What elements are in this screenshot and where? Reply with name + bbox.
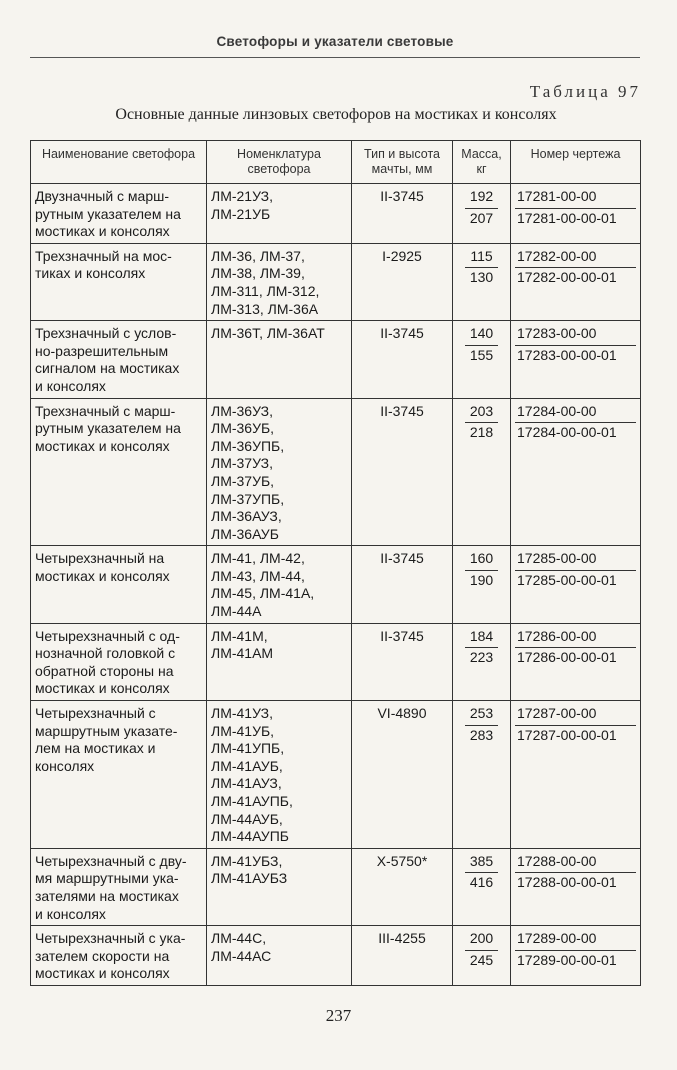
table-header-row <box>31 141 641 184</box>
nomenclature-cell <box>207 623 352 700</box>
signal-name-cell <box>31 321 207 398</box>
signal-name-cell-line: мостиках и консолях <box>35 437 170 454</box>
mass-cell-upper: 115 <box>470 247 493 264</box>
fraction-rule <box>515 950 636 951</box>
nomenclature-cell-line: ЛМ-44А <box>211 603 262 620</box>
mass-cell-upper: 253 <box>469 705 494 722</box>
mast-type-cell: II-3745 <box>352 184 453 244</box>
drawing-number-cell <box>511 321 641 398</box>
mass-cell-upper: 140 <box>469 325 494 342</box>
nomenclature-cell-line: ЛМ-41АУБЗ <box>211 870 288 887</box>
fraction-rule <box>465 872 498 873</box>
column-header: Масса, кг <box>453 141 511 184</box>
nomenclature-cell-line: ЛМ-36, ЛМ-37, <box>211 247 305 264</box>
mast-type-cell: X-5750* <box>352 848 453 925</box>
table-row <box>31 398 641 546</box>
table-row <box>31 243 641 320</box>
nomenclature-cell-line: ЛМ-21УБ <box>211 205 271 222</box>
mass-cell <box>453 546 511 623</box>
signal-name-cell-line: маршрутным указате- <box>35 722 178 739</box>
drawing-number-cell <box>511 184 641 244</box>
nomenclature-cell-line: ЛМ-41УБ, <box>211 722 275 739</box>
nomenclature-cell-line: ЛМ-41АУБ, <box>211 757 283 774</box>
nomenclature-cell-line: ЛМ-36АУБ <box>211 525 279 542</box>
mass-cell-lower: 416 <box>469 874 494 891</box>
nomenclature-cell-line: ЛМ-44АУПБ <box>211 828 289 845</box>
signal-name-cell-line: Четырехзначный с <box>35 705 156 722</box>
table-title: Основные данные линзовых светофоров на мостиках и консолях <box>115 106 557 123</box>
nomenclature-cell-line: ЛМ-41УЗ, <box>211 705 274 722</box>
table-row <box>31 184 641 244</box>
fraction-rule <box>465 570 498 571</box>
nomenclature-cell-line: ЛМ-36Т, ЛМ-36АТ <box>211 325 325 342</box>
fraction-rule <box>465 267 498 268</box>
drawing-number-cell <box>511 398 641 546</box>
table-row <box>31 701 641 849</box>
table-row <box>31 321 641 398</box>
mass-cell-lower: 190 <box>469 571 494 588</box>
mast-type-cell: II-3745 <box>352 546 453 623</box>
nomenclature-cell-line: ЛМ-45, ЛМ-41А, <box>211 585 315 602</box>
drawing-number-cell-upper: 17281-00-00 <box>517 188 597 204</box>
drawing-number-cell-upper: 17286-00-00 <box>517 627 597 644</box>
drawing-number-cell <box>511 546 641 623</box>
drawing-number-cell-lower: 17285-00-00-01 <box>517 571 617 588</box>
signal-name-cell-line: мостиках и консолях <box>35 680 170 697</box>
drawing-number-cell-lower: 17287-00-00-01 <box>517 726 617 743</box>
nomenclature-cell-line: ЛМ-38, ЛМ-39, <box>211 265 305 282</box>
column-header: Номенклатура светофора <box>207 141 352 184</box>
drawing-number-cell <box>511 701 641 849</box>
signal-name-cell-line: тиках и консолях <box>35 265 146 282</box>
nomenclature-cell-line: ЛМ-44АС <box>211 947 272 964</box>
signal-name-cell <box>31 623 207 700</box>
signal-name-cell-line: Трехзначный с услов- <box>35 325 177 342</box>
column-header: Наименование светофора <box>31 141 207 184</box>
drawing-number-cell-lower: 17288-00-00-01 <box>517 874 617 891</box>
nomenclature-cell <box>207 321 352 398</box>
signal-name-cell-line: сигналом на мостиках <box>35 360 180 377</box>
nomenclature-cell <box>207 398 352 546</box>
nomenclature-cell-line: ЛМ-37УЗ, <box>211 455 274 472</box>
signal-name-cell-line: обратной стороны на <box>35 662 174 679</box>
table-number: Таблица 97 <box>529 82 641 101</box>
mass-cell-upper: 184 <box>469 627 494 644</box>
nomenclature-cell <box>207 848 352 925</box>
signal-name-cell-line: но-разрешительным <box>35 342 169 359</box>
nomenclature-cell-line: ЛМ-36АУЗ, <box>211 508 282 525</box>
mast-type-cell: II-3745 <box>352 398 453 546</box>
nomenclature-cell-line: ЛМ-44С, <box>211 930 267 947</box>
mass-cell-lower: 207 <box>469 209 494 226</box>
table-row <box>31 546 641 623</box>
fraction-rule <box>515 345 636 346</box>
table-row <box>31 848 641 925</box>
nomenclature-cell-line: ЛМ-311, ЛМ-312, <box>211 282 320 299</box>
drawing-number-cell-upper: 17284-00-00 <box>517 402 597 419</box>
signal-name-cell-line: зателем скорости на <box>35 947 170 964</box>
mass-cell <box>453 926 511 986</box>
mast-type-cell: I-2925 <box>352 243 453 320</box>
nomenclature-cell <box>207 243 352 320</box>
drawing-number-cell-lower: 17284-00-00-01 <box>517 424 617 441</box>
signal-name-cell-line: Трехзначный с марш- <box>35 402 176 419</box>
nomenclature-cell-line: ЛМ-41М, <box>211 627 268 644</box>
running-head: Светофоры и указатели световые <box>216 34 454 49</box>
mass-cell-lower: 130 <box>469 269 494 286</box>
fraction-rule <box>515 570 636 571</box>
mass-cell <box>453 398 511 546</box>
fraction-rule <box>465 422 498 423</box>
nomenclature-cell-line: ЛМ-41УБЗ, <box>211 852 283 869</box>
page-number: 237 <box>325 1006 352 1025</box>
signal-name-cell <box>31 398 207 546</box>
nomenclature-cell-line: ЛМ-41УПБ, <box>211 740 285 757</box>
nomenclature-cell-line: ЛМ-21УЗ, <box>211 188 274 204</box>
fraction-rule <box>465 647 498 648</box>
mass-cell <box>453 623 511 700</box>
mass-cell-upper: 385 <box>469 852 494 869</box>
drawing-number-cell-upper: 17283-00-00 <box>517 325 597 342</box>
mass-cell <box>453 701 511 849</box>
signal-name-cell-line: Четырехзначный с од- <box>35 627 180 644</box>
nomenclature-cell-line: ЛМ-41АМ <box>211 645 274 662</box>
signal-name-cell-line: мостиках и консолях <box>35 567 170 584</box>
nomenclature-cell <box>207 546 352 623</box>
signal-name-cell-line: зателями на мостиках <box>35 887 179 904</box>
fraction-rule <box>465 208 498 209</box>
signal-name-cell <box>31 243 207 320</box>
mass-cell <box>453 243 511 320</box>
signal-name-cell <box>31 926 207 986</box>
mass-cell-upper: 160 <box>469 550 494 567</box>
signal-name-cell-line: консолях <box>35 757 95 774</box>
drawing-number-cell-lower: 17286-00-00-01 <box>517 649 617 666</box>
nomenclature-cell-line: ЛМ-313, ЛМ-36А <box>211 300 319 317</box>
nomenclature-cell <box>207 926 352 986</box>
mast-type-cell: III-4255 <box>352 926 453 986</box>
fraction-rule <box>465 345 498 346</box>
mass-cell <box>453 184 511 244</box>
nomenclature-cell-line: ЛМ-41АУЗ, <box>211 775 282 792</box>
mass-cell-lower: 223 <box>469 649 494 666</box>
nomenclature-cell-line: ЛМ-36УБ, <box>211 420 275 437</box>
signal-name-cell-line: рутным указателем на <box>35 420 181 437</box>
mass-cell-lower: 155 <box>469 346 494 363</box>
mast-type-cell: VI-4890 <box>352 701 453 849</box>
signals-table <box>30 140 641 986</box>
drawing-number-cell <box>511 623 641 700</box>
mass-cell <box>453 321 511 398</box>
signal-name-cell-line: Четырехзначный с дву- <box>35 852 187 869</box>
nomenclature-cell-line: ЛМ-36УПБ, <box>211 437 285 454</box>
mass-cell-lower: 283 <box>469 726 494 743</box>
signal-name-cell-line: лем на мостиках и <box>35 740 156 757</box>
column-header: Тип и высота мачты, мм <box>352 141 453 184</box>
drawing-number-cell-lower: 17289-00-00-01 <box>517 951 617 968</box>
nomenclature-cell-line: ЛМ-37УБ, <box>211 472 275 489</box>
column-header: Номер чертежа <box>511 141 641 184</box>
signal-name-cell-line: Трехзначный на мос- <box>35 247 172 264</box>
fraction-rule <box>465 950 498 951</box>
signal-name-cell-line: Четырехзначный на <box>35 550 165 567</box>
nomenclature-cell-line: ЛМ-41АУПБ, <box>211 793 293 809</box>
mass-cell-upper: 200 <box>469 930 494 947</box>
signal-name-cell-line: мя маршрутными ука- <box>35 870 179 887</box>
fraction-rule <box>515 647 636 648</box>
fraction-rule <box>515 872 636 873</box>
drawing-number-cell <box>511 926 641 986</box>
drawing-number-cell-upper: 17282-00-00 <box>517 247 597 264</box>
signal-name-cell <box>31 546 207 623</box>
drawing-number-cell-lower: 17282-00-00-01 <box>517 269 617 286</box>
signal-name-cell-line: мостиках и консолях <box>35 965 170 982</box>
fraction-rule <box>465 725 498 726</box>
drawing-number-cell-upper: 17288-00-00 <box>517 852 597 869</box>
signal-name-cell <box>31 184 207 244</box>
signal-name-cell-line: Четырехзначный с ука- <box>35 930 186 947</box>
drawing-number-cell-upper: 17287-00-00 <box>517 705 597 722</box>
mast-type-cell: II-3745 <box>352 623 453 700</box>
mass-cell-lower: 218 <box>469 424 494 441</box>
fraction-rule <box>515 422 636 423</box>
fraction-rule <box>515 267 636 268</box>
table-row <box>31 623 641 700</box>
header-rule <box>30 57 640 58</box>
fraction-rule <box>515 725 636 726</box>
mass-cell-upper: 192 <box>469 188 494 204</box>
nomenclature-cell-line: ЛМ-43, ЛМ-44, <box>211 567 305 584</box>
signal-name-cell <box>31 848 207 925</box>
signal-name-cell-line: рутным указателем на <box>35 205 181 222</box>
drawing-number-cell-lower: 17281-00-00-01 <box>517 209 617 226</box>
drawing-number-cell-lower: 17283-00-00-01 <box>517 346 617 363</box>
drawing-number-cell <box>511 243 641 320</box>
signal-name-cell-line: Двузначный с марш- <box>35 188 170 204</box>
signal-name-cell-line: и консолях <box>35 905 106 922</box>
mass-cell-lower: 245 <box>469 951 494 968</box>
nomenclature-cell-line: ЛМ-37УПБ, <box>211 490 285 507</box>
mass-cell <box>453 848 511 925</box>
mass-cell-upper: 203 <box>469 402 494 419</box>
fraction-rule <box>515 208 636 209</box>
signal-name-cell-line: и консолях <box>35 377 106 394</box>
nomenclature-cell-line: ЛМ-41, ЛМ-42, <box>211 550 305 567</box>
table-row <box>31 926 641 986</box>
mast-type-cell: II-3745 <box>352 321 453 398</box>
nomenclature-cell <box>207 701 352 849</box>
drawing-number-cell-upper: 17289-00-00 <box>517 930 597 947</box>
drawing-number-cell-upper: 17285-00-00 <box>517 550 597 567</box>
nomenclature-cell-line: ЛМ-44АУБ, <box>211 810 283 827</box>
drawing-number-cell <box>511 848 641 925</box>
signal-name-cell <box>31 701 207 849</box>
signal-name-cell-line: мостиках и консолях <box>35 223 170 240</box>
nomenclature-cell-line: ЛМ-36УЗ, <box>211 402 274 419</box>
nomenclature-cell <box>207 184 352 244</box>
signal-name-cell-line: нозначной головкой с <box>35 645 176 662</box>
